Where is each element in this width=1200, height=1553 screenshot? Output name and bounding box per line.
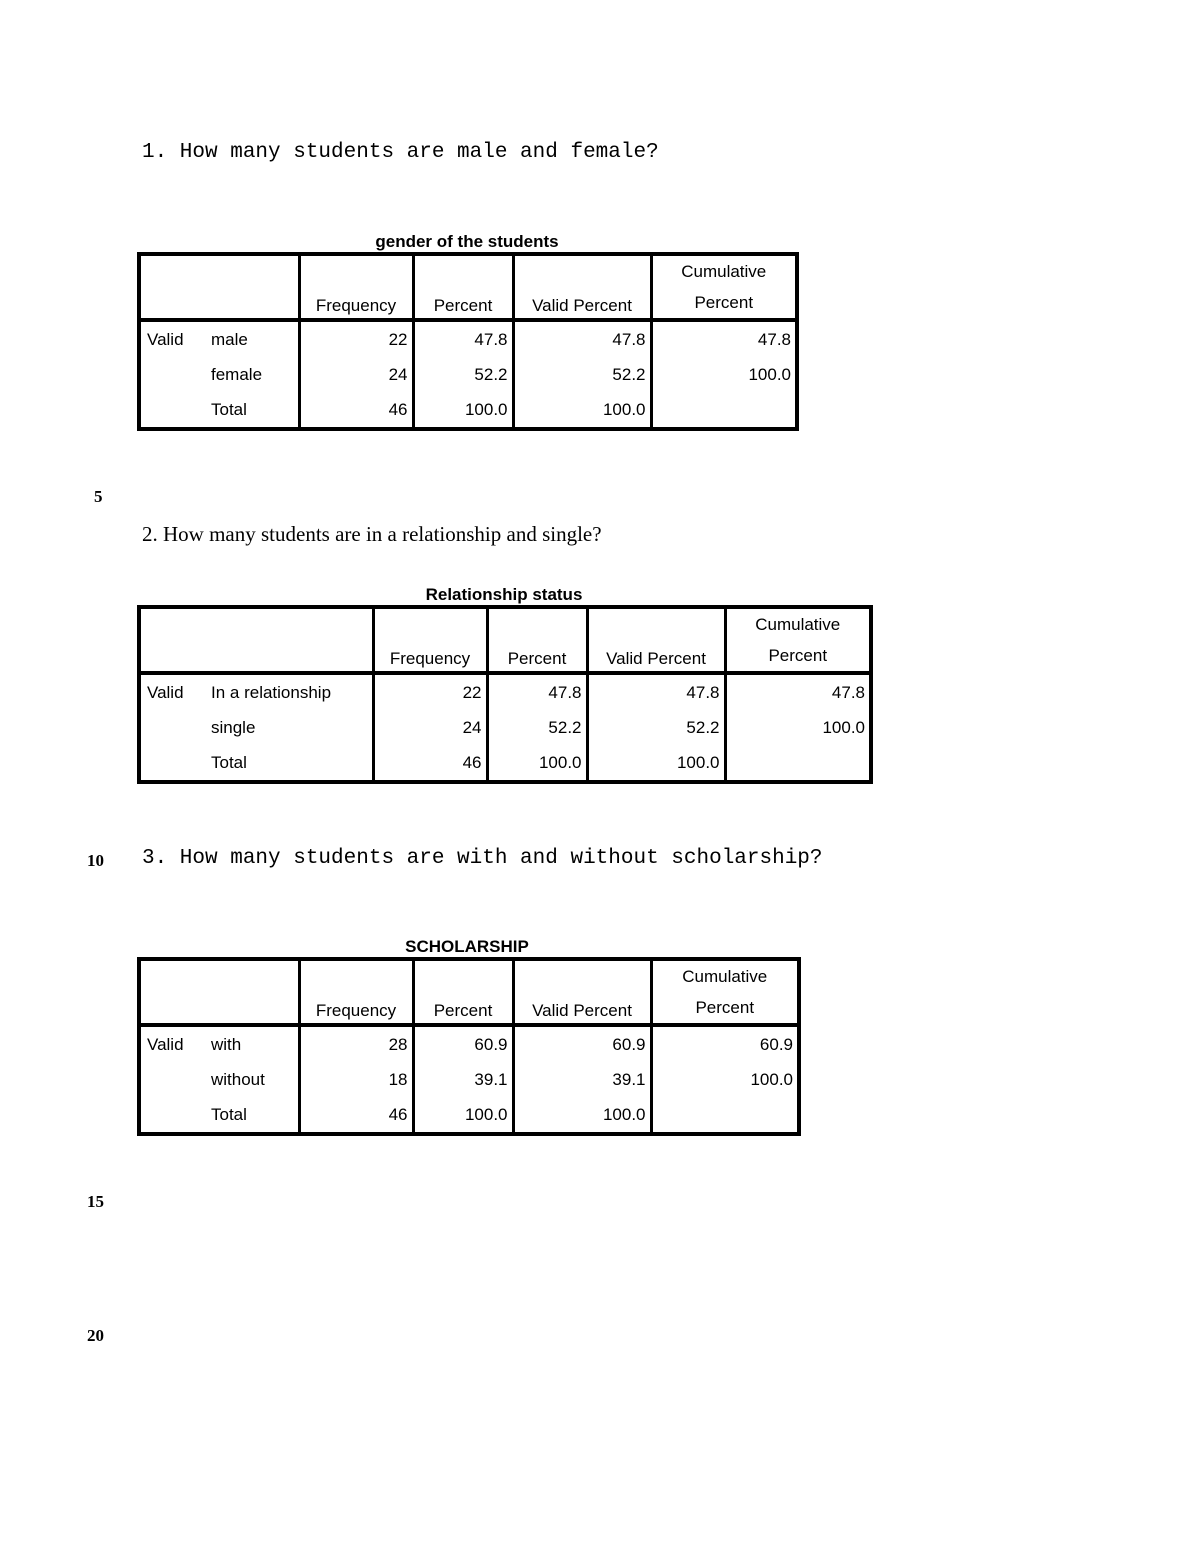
- table-row: [139, 1025, 799, 1062]
- percent-cell: 100.0: [413, 392, 513, 429]
- category-cell: without: [211, 1062, 299, 1097]
- table-title-relationship: Relationship status: [425, 585, 583, 604]
- percent-cell: 47.8: [487, 673, 587, 710]
- table-row: [139, 392, 797, 429]
- header-valid-percent: Valid Percent: [587, 607, 725, 673]
- header-frequency: Frequency: [299, 959, 413, 1025]
- table-row: [139, 1062, 799, 1097]
- valid-label: Valid: [147, 329, 184, 349]
- header-valid-percent: Valid Percent: [513, 959, 651, 1025]
- valid-label: Valid: [147, 682, 184, 702]
- header-cumulative-line1: Cumulative: [682, 967, 768, 986]
- valid-percent-cell: 100.0: [513, 392, 651, 429]
- valid-percent-cell: 100.0: [513, 1097, 651, 1134]
- valid-percent-cell: 52.2: [513, 357, 651, 392]
- table-header-row: [139, 959, 799, 1025]
- cumulative-cell: 47.8: [831, 682, 865, 702]
- question-1: 1. How many students are male and female?: [142, 141, 659, 164]
- category-cell: with: [211, 1025, 299, 1062]
- table-header-row: [139, 607, 871, 673]
- frequency-table-scholarship: [137, 957, 801, 1136]
- valid-label-empty: [139, 745, 211, 782]
- category-cell: male: [211, 320, 299, 357]
- valid-percent-cell: 47.8: [587, 673, 725, 710]
- cumulative-cell: 100.0: [748, 364, 791, 384]
- percent-cell: 100.0: [413, 1097, 513, 1134]
- header-cumulative-percent: [725, 607, 871, 673]
- table-header-row: [139, 254, 797, 320]
- percent-cell: 52.2: [413, 357, 513, 392]
- cumulative-cell: [651, 392, 797, 429]
- table-row: [139, 673, 871, 710]
- frequency-table-relationship: [137, 605, 873, 784]
- table-row: [139, 1097, 799, 1134]
- valid-percent-cell: 47.8: [513, 320, 651, 357]
- category-cell: In a relationship: [211, 673, 373, 710]
- header-cumulative-line2: Percent: [694, 293, 754, 312]
- category-cell: Total: [211, 745, 373, 782]
- category-cell: Total: [211, 392, 299, 429]
- question-2: 2. How many students are in a relationship and single?: [142, 522, 602, 546]
- table-row: [139, 320, 797, 357]
- header-cumulative-percent: [651, 959, 799, 1025]
- percent-cell: 60.9: [413, 1025, 513, 1062]
- valid-percent-cell: 60.9: [513, 1025, 651, 1062]
- line-number-15: 15: [87, 1192, 104, 1211]
- header-valid-percent: Valid Percent: [513, 254, 651, 320]
- percent-cell: 47.8: [413, 320, 513, 357]
- header-percent: Percent: [413, 959, 513, 1025]
- header-empty: [139, 607, 211, 673]
- cumulative-cell: [651, 1097, 799, 1134]
- line-number-10: 10: [87, 851, 104, 870]
- frequency-cell: 46: [299, 392, 413, 429]
- category-cell: Total: [211, 1097, 299, 1134]
- valid-label-empty: [139, 1097, 211, 1134]
- valid-percent-cell: 100.0: [587, 745, 725, 782]
- frequency-cell: 24: [373, 710, 487, 745]
- header-percent: Percent: [413, 254, 513, 320]
- frequency-table-gender: [137, 252, 799, 431]
- table-row: [139, 357, 797, 392]
- question-3: 3. How many students are with and without scholarship?: [142, 847, 823, 870]
- frequency-cell: 22: [373, 673, 487, 710]
- valid-label-empty: [139, 357, 211, 392]
- cumulative-cell: 47.8: [757, 329, 791, 349]
- valid-label-empty: [139, 1062, 211, 1097]
- header-cumulative-line1: Cumulative: [755, 615, 841, 634]
- header-empty: [139, 959, 211, 1025]
- header-cumulative-line1: Cumulative: [681, 262, 767, 281]
- header-cumulative-percent: [651, 254, 797, 320]
- frequency-cell: 24: [299, 357, 413, 392]
- valid-label-empty: [139, 392, 211, 429]
- cumulative-cell: 60.9: [759, 1034, 793, 1054]
- table-row: [139, 745, 871, 782]
- valid-percent-cell: 52.2: [587, 710, 725, 745]
- header-empty: [211, 959, 299, 1025]
- category-cell: female: [211, 357, 299, 392]
- valid-percent-cell: 39.1: [513, 1062, 651, 1097]
- valid-label: Valid: [147, 1034, 184, 1054]
- header-frequency: Frequency: [299, 254, 413, 320]
- frequency-cell: 28: [299, 1025, 413, 1062]
- cumulative-cell: [725, 745, 871, 782]
- header-empty: [211, 254, 299, 320]
- category-cell: single: [211, 710, 373, 745]
- line-number-20: 20: [87, 1326, 104, 1345]
- header-empty: [211, 607, 373, 673]
- percent-cell: 52.2: [487, 710, 587, 745]
- table-row: [139, 710, 871, 745]
- frequency-cell: 22: [299, 320, 413, 357]
- percent-cell: 100.0: [487, 745, 587, 782]
- cumulative-cell: 100.0: [822, 717, 865, 737]
- header-frequency: Frequency: [373, 607, 487, 673]
- header-percent: Percent: [487, 607, 587, 673]
- header-cumulative-line2: Percent: [695, 998, 755, 1017]
- valid-label-empty: [139, 710, 211, 745]
- percent-cell: 39.1: [413, 1062, 513, 1097]
- frequency-cell: 46: [299, 1097, 413, 1134]
- frequency-cell: 18: [299, 1062, 413, 1097]
- cumulative-cell: 100.0: [750, 1069, 793, 1089]
- header-cumulative-line2: Percent: [768, 646, 828, 665]
- header-empty: [139, 254, 211, 320]
- line-number-5: 5: [94, 487, 103, 506]
- table-title-scholarship: SCHOLARSHIP: [405, 937, 529, 956]
- frequency-cell: 46: [373, 745, 487, 782]
- table-title-gender: gender of the students: [375, 232, 559, 251]
